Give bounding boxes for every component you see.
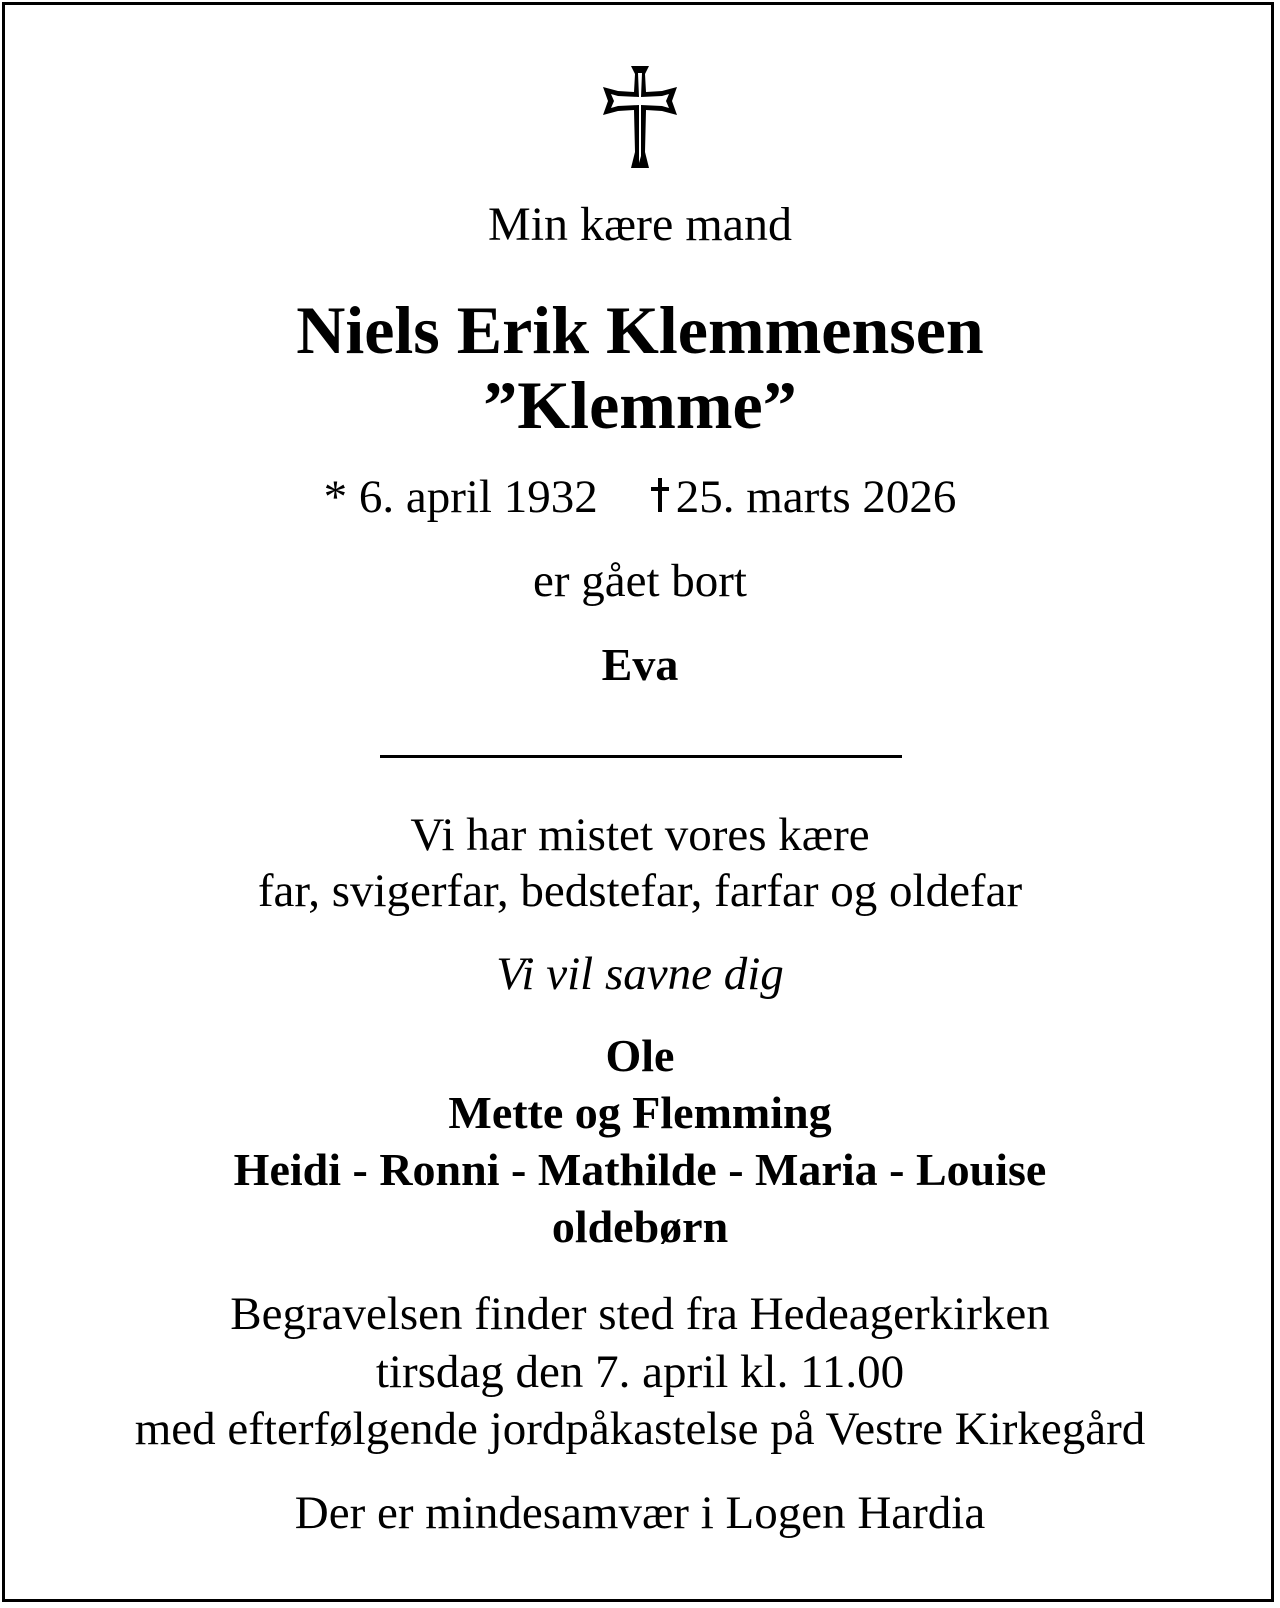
deceased-name: Niels Erik Klemmensen bbox=[296, 292, 984, 368]
lost-text-line-2: far, svigerfar, bedstefar, farfar og oldefar bbox=[257, 865, 1023, 917]
family-signature-line: Mette og Flemming bbox=[448, 1087, 832, 1138]
family-signature-line: Ole bbox=[605, 1030, 675, 1081]
birth-date: * 6. april 1932 bbox=[323, 471, 598, 523]
miss-you-text: Vi vil savne dig bbox=[496, 948, 784, 1000]
death-date: 25. marts 2026 bbox=[675, 471, 957, 523]
spouse-signature: Eva bbox=[601, 639, 679, 690]
death-cross-icon bbox=[650, 478, 670, 512]
passed-away-text: er gået bort bbox=[532, 555, 747, 607]
funeral-info-line: med efterfølgende jordpåkastelse på Vestre Kirkegård bbox=[134, 1403, 1146, 1455]
memorial-gathering-text: Der er mindesamvær i Logen Hardia bbox=[294, 1487, 986, 1539]
funeral-info-line: tirsdag den 7. april kl. 11.00 bbox=[375, 1346, 905, 1398]
family-signature-line: oldebørn bbox=[551, 1201, 729, 1252]
dates-line bbox=[0, 471, 1280, 523]
deceased-nickname: ”Klemme” bbox=[483, 367, 797, 443]
funeral-info-line: Begravelsen finder sted fra Hedeagerkirken bbox=[230, 1288, 1050, 1340]
intro-text: Min kære mand bbox=[488, 198, 792, 251]
cross-icon bbox=[600, 64, 680, 170]
family-signature-line: Heidi - Ronni - Mathilde - Maria - Louise bbox=[233, 1144, 1047, 1195]
divider bbox=[380, 755, 902, 758]
lost-text-line-1: Vi har mistet vores kære bbox=[410, 809, 870, 861]
